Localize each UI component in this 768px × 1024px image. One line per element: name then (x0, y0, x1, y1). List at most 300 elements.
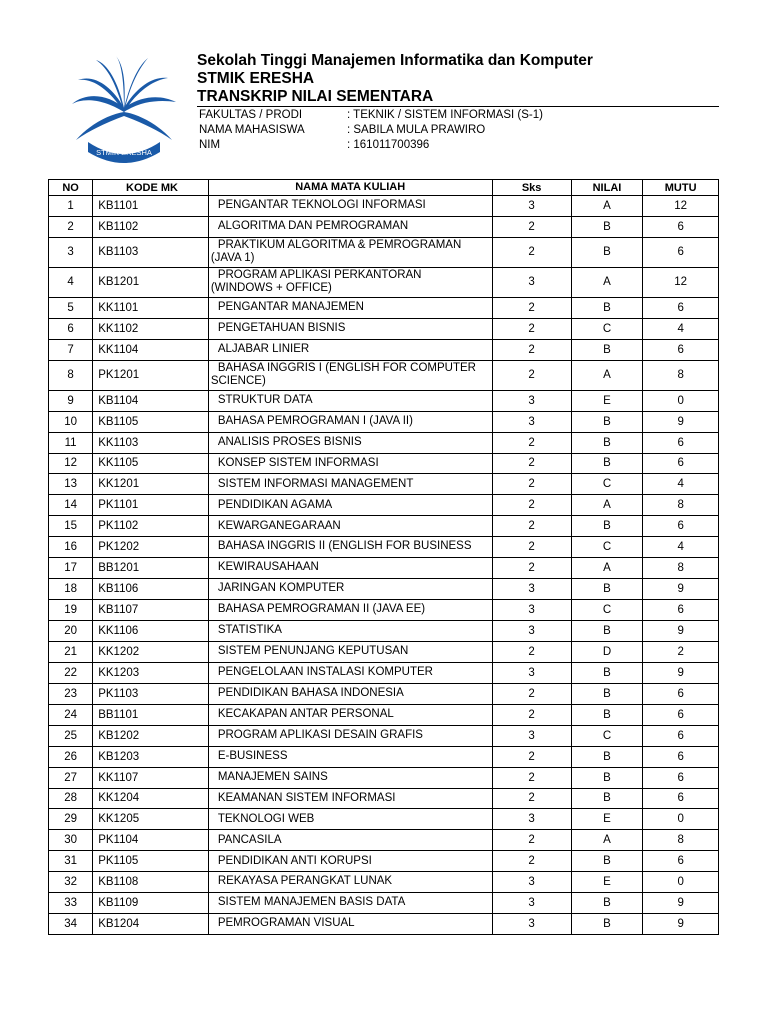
cell-nama (208, 683, 492, 704)
cell-nilai: B (571, 621, 643, 642)
cell-no: 9 (49, 390, 93, 411)
cell-mutu: 9 (643, 579, 719, 600)
cell-sks: 3 (492, 196, 571, 217)
cell-mutu: 6 (643, 432, 719, 453)
cell-no: 28 (49, 788, 93, 809)
cell-sks: 3 (492, 914, 571, 935)
cell-nama (208, 474, 492, 495)
school-logo (68, 54, 180, 166)
cell-nilai: C (571, 474, 643, 495)
cell-no: 20 (49, 621, 93, 642)
cell-nilai: B (571, 411, 643, 432)
cell-sks: 2 (492, 297, 571, 318)
cell-mutu: 4 (643, 474, 719, 495)
cell-nilai: B (571, 746, 643, 767)
cell-kode: KK1201 (93, 474, 209, 495)
table-header-row (49, 180, 719, 196)
table-row (49, 390, 719, 411)
table-row (49, 196, 719, 217)
cell-nama (208, 196, 492, 217)
table-row (49, 558, 719, 579)
course-name-line1: PENGANTAR TEKNOLOGI INFORMASI (217, 199, 426, 212)
table-row (49, 411, 719, 432)
cell-no: 8 (49, 360, 93, 390)
cell-mutu: 8 (643, 495, 719, 516)
course-name-line1: ALGORITMA DAN PEMROGRAMAN (217, 220, 409, 233)
cell-sks: 3 (492, 267, 571, 297)
course-name-line1: SISTEM INFORMASI MANAGEMENT (217, 477, 414, 490)
cell-mutu: 4 (643, 318, 719, 339)
cell-nilai: A (571, 495, 643, 516)
course-name-line1: PENGANTAR MANAJEMEN (217, 301, 364, 314)
cell-nilai: A (571, 196, 643, 217)
course-name-line1: KONSEP SISTEM INFORMASI (217, 456, 379, 469)
cell-no: 6 (49, 318, 93, 339)
column-header-nilai: NILAI (571, 180, 643, 196)
cell-no: 10 (49, 411, 93, 432)
cell-sks: 3 (492, 579, 571, 600)
cell-mutu: 8 (643, 830, 719, 851)
cell-mutu: 9 (643, 662, 719, 683)
cell-kode: KB1102 (93, 216, 209, 237)
cell-no: 7 (49, 339, 93, 360)
cell-mutu: 6 (643, 600, 719, 621)
cell-nama (208, 495, 492, 516)
cell-nama (208, 216, 492, 237)
course-name-line1: PANCASILA (217, 833, 282, 846)
cell-no: 19 (49, 600, 93, 621)
cell-no: 16 (49, 537, 93, 558)
school-name: Sekolah Tinggi Manajemen Informatika dan Komputer (197, 52, 593, 69)
cell-no: 26 (49, 746, 93, 767)
course-name-line1: KEWIRAUSAHAAN (217, 561, 319, 574)
cell-nama (208, 621, 492, 642)
cell-no: 13 (49, 474, 93, 495)
cell-kode: KB1104 (93, 390, 209, 411)
cell-no: 29 (49, 809, 93, 830)
cell-nilai: A (571, 360, 643, 390)
cell-nilai: B (571, 216, 643, 237)
svg-text:STMIK ERESHA: STMIK ERESHA (96, 148, 152, 157)
cell-nilai: E (571, 872, 643, 893)
course-name-line1: ALJABAR LINIER (217, 342, 310, 355)
course-name-line1: PENDIDIKAN BAHASA INDONESIA (217, 687, 404, 700)
cell-nama (208, 788, 492, 809)
school-short-name: STMIK ERESHA (197, 70, 315, 87)
column-header-kode: KODE MK (93, 180, 209, 196)
cell-sks: 2 (492, 318, 571, 339)
table-row (49, 704, 719, 725)
cell-mutu: 6 (643, 339, 719, 360)
cell-kode: KK1203 (93, 662, 209, 683)
cell-sks: 2 (492, 558, 571, 579)
cell-mutu: 6 (643, 237, 719, 267)
cell-nama (208, 893, 492, 914)
cell-no: 24 (49, 704, 93, 725)
cell-nilai: B (571, 297, 643, 318)
cell-kode: KB1105 (93, 411, 209, 432)
table-row (49, 537, 719, 558)
cell-sks: 2 (492, 851, 571, 872)
column-header-sks: Sks (492, 180, 571, 196)
cell-nilai: A (571, 267, 643, 297)
table-row (49, 297, 719, 318)
cell-nama (208, 558, 492, 579)
table-row (49, 851, 719, 872)
cell-nama (208, 746, 492, 767)
cell-mutu: 4 (643, 537, 719, 558)
course-name-line1: KEWARGANEGARAAN (217, 519, 341, 532)
cell-kode: PK1104 (93, 830, 209, 851)
table-row (49, 809, 719, 830)
nim-label: NIM (199, 139, 221, 151)
cell-sks: 2 (492, 495, 571, 516)
cell-mutu: 6 (643, 683, 719, 704)
table-row (49, 267, 719, 297)
cell-nilai: A (571, 830, 643, 851)
cell-nama (208, 600, 492, 621)
cell-nilai: E (571, 390, 643, 411)
course-name-line1: BAHASA PEMROGRAMAN II (JAVA EE) (217, 603, 426, 616)
cell-kode: KB1108 (93, 872, 209, 893)
cell-mutu: 6 (643, 297, 719, 318)
cell-nama (208, 411, 492, 432)
course-name-line1: BAHASA INGGRIS I (ENGLISH FOR COMPUTER (217, 361, 476, 374)
cell-sks: 2 (492, 237, 571, 267)
cell-nilai: B (571, 683, 643, 704)
course-name-line1: PENGELOLAAN INSTALASI KOMPUTER (217, 666, 433, 679)
course-name-line1: KECAKAPAN ANTAR PERSONAL (217, 707, 394, 720)
cell-nilai: A (571, 558, 643, 579)
cell-kode: KK1204 (93, 788, 209, 809)
cell-mutu: 2 (643, 641, 719, 662)
cell-mutu: 0 (643, 390, 719, 411)
table-row (49, 432, 719, 453)
table-row (49, 914, 719, 935)
course-name-line2: SCIENCE) (210, 375, 266, 388)
cell-sks: 3 (492, 390, 571, 411)
table-row (49, 453, 719, 474)
table-row (49, 237, 719, 267)
course-name-line1: PROGRAM APLIKASI PERKANTORAN (217, 268, 422, 281)
cell-kode: PK1101 (93, 495, 209, 516)
cell-no: 21 (49, 641, 93, 662)
course-name-line1: STATISTIKA (217, 624, 282, 637)
cell-nilai: C (571, 318, 643, 339)
cell-nilai: B (571, 662, 643, 683)
cell-no: 33 (49, 893, 93, 914)
course-name-line2: (WINDOWS + OFFICE) (210, 282, 332, 295)
table-row (49, 360, 719, 390)
table-row (49, 318, 719, 339)
cell-kode: KK1103 (93, 432, 209, 453)
cell-nama (208, 809, 492, 830)
cell-nama (208, 704, 492, 725)
cell-kode: KK1105 (93, 453, 209, 474)
cell-no: 31 (49, 851, 93, 872)
cell-nilai: E (571, 809, 643, 830)
table-row (49, 495, 719, 516)
table-row (49, 641, 719, 662)
cell-nilai: B (571, 704, 643, 725)
table-row (49, 600, 719, 621)
cell-no: 12 (49, 453, 93, 474)
cell-nilai: B (571, 893, 643, 914)
cell-sks: 2 (492, 339, 571, 360)
cell-no: 32 (49, 872, 93, 893)
cell-nilai: D (571, 641, 643, 662)
cell-sks: 2 (492, 453, 571, 474)
cell-nama (208, 297, 492, 318)
cell-sks: 2 (492, 767, 571, 788)
cell-nama (208, 851, 492, 872)
cell-sks: 3 (492, 662, 571, 683)
cell-sks: 3 (492, 809, 571, 830)
cell-no: 15 (49, 516, 93, 537)
table-row (49, 746, 719, 767)
cell-nama (208, 390, 492, 411)
course-name-line1: BAHASA PEMROGRAMAN I (JAVA II) (217, 414, 413, 427)
cell-nama (208, 872, 492, 893)
grades-table-body (49, 196, 719, 935)
cell-sks: 2 (492, 360, 571, 390)
cell-sks: 3 (492, 725, 571, 746)
table-row (49, 893, 719, 914)
table-row (49, 725, 719, 746)
cell-kode: KB1204 (93, 914, 209, 935)
cell-sks: 3 (492, 872, 571, 893)
table-row (49, 474, 719, 495)
student-name-label: NAMA MAHASISWA (199, 124, 305, 136)
cell-nama (208, 914, 492, 935)
cell-mutu: 6 (643, 746, 719, 767)
table-row (49, 216, 719, 237)
course-name-line1: SISTEM PENUNJANG KEPUTUSAN (217, 645, 409, 658)
cell-kode: KB1107 (93, 600, 209, 621)
cell-mutu: 6 (643, 704, 719, 725)
cell-mutu: 6 (643, 851, 719, 872)
cell-mutu: 0 (643, 872, 719, 893)
cell-kode: KB1109 (93, 893, 209, 914)
cell-kode: KK1101 (93, 297, 209, 318)
cell-sks: 2 (492, 788, 571, 809)
cell-mutu: 0 (643, 809, 719, 830)
table-row (49, 830, 719, 851)
name-row (199, 123, 543, 138)
cell-nilai: B (571, 788, 643, 809)
table-row (49, 621, 719, 642)
faculty-label: FAKULTAS / PRODI (199, 109, 303, 121)
document-title: TRANSKRIP NILAI SEMENTARA (197, 88, 719, 107)
grades-table (48, 179, 719, 935)
cell-kode: PK1202 (93, 537, 209, 558)
course-name-line1: JARINGAN KOMPUTER (217, 582, 345, 595)
cell-nama (208, 641, 492, 662)
cell-mutu: 6 (643, 767, 719, 788)
cell-nama (208, 432, 492, 453)
cell-kode: PK1102 (93, 516, 209, 537)
course-name-line1: PRAKTIKUM ALGORITMA & PEMROGRAMAN (217, 238, 462, 251)
cell-no: 23 (49, 683, 93, 704)
table-row (49, 788, 719, 809)
table-row (49, 662, 719, 683)
cell-no: 4 (49, 267, 93, 297)
cell-no: 18 (49, 579, 93, 600)
cell-nilai: B (571, 767, 643, 788)
cell-sks: 2 (492, 432, 571, 453)
cell-no: 34 (49, 914, 93, 935)
student-info (199, 108, 543, 153)
cell-mutu: 9 (643, 893, 719, 914)
cell-no: 2 (49, 216, 93, 237)
cell-nilai: C (571, 537, 643, 558)
cell-nama (208, 767, 492, 788)
cell-mutu: 6 (643, 725, 719, 746)
cell-nilai: B (571, 579, 643, 600)
cell-sks: 2 (492, 704, 571, 725)
cell-mutu: 12 (643, 196, 719, 217)
table-row (49, 767, 719, 788)
course-name-line1: TEKNOLOGI WEB (217, 812, 315, 825)
course-name-line1: KEAMANAN SISTEM INFORMASI (217, 791, 396, 804)
cell-nilai: B (571, 237, 643, 267)
cell-nama (208, 725, 492, 746)
cell-mutu: 9 (643, 411, 719, 432)
cell-nilai: B (571, 432, 643, 453)
cell-mutu: 9 (643, 621, 719, 642)
cell-sks: 2 (492, 746, 571, 767)
cell-nama (208, 237, 492, 267)
nim-value: : 161011700396 (347, 139, 430, 151)
course-name-line1: BAHASA INGGRIS II (ENGLISH FOR BUSINESS (217, 540, 472, 553)
cell-mutu: 6 (643, 453, 719, 474)
cell-mutu: 8 (643, 360, 719, 390)
course-name-line1: ANALISIS PROSES BISNIS (217, 435, 362, 448)
cell-sks: 2 (492, 516, 571, 537)
cell-mutu: 6 (643, 516, 719, 537)
cell-no: 3 (49, 237, 93, 267)
cell-mutu: 8 (643, 558, 719, 579)
cell-no: 30 (49, 830, 93, 851)
cell-kode: PK1103 (93, 683, 209, 704)
table-row (49, 872, 719, 893)
cell-no: 5 (49, 297, 93, 318)
cell-no: 27 (49, 767, 93, 788)
cell-no: 14 (49, 495, 93, 516)
cell-sks: 2 (492, 683, 571, 704)
faculty-value: : TEKNIK / SISTEM INFORMASI (S-1) (347, 109, 543, 121)
cell-sks: 2 (492, 216, 571, 237)
cell-nilai: B (571, 453, 643, 474)
cell-kode: KK1104 (93, 339, 209, 360)
cell-nilai: B (571, 339, 643, 360)
course-name-line1: SISTEM MANAJEMEN BASIS DATA (217, 896, 406, 909)
cell-no: 17 (49, 558, 93, 579)
cell-sks: 2 (492, 641, 571, 662)
document-header (197, 52, 719, 107)
cell-kode: KK1106 (93, 621, 209, 642)
table-row (49, 516, 719, 537)
cell-nama (208, 830, 492, 851)
course-name-line1: PROGRAM APLIKASI DESAIN GRAFIS (217, 728, 423, 741)
cell-mutu: 12 (643, 267, 719, 297)
cell-sks: 3 (492, 600, 571, 621)
cell-no: 11 (49, 432, 93, 453)
cell-sks: 2 (492, 537, 571, 558)
faculty-row (199, 108, 543, 123)
table-row (49, 339, 719, 360)
cell-sks: 3 (492, 893, 571, 914)
nim-row (199, 138, 543, 153)
cell-nama (208, 662, 492, 683)
cell-mutu: 6 (643, 788, 719, 809)
column-header-mutu: MUTU (643, 180, 719, 196)
cell-kode: PK1105 (93, 851, 209, 872)
cell-nilai: C (571, 725, 643, 746)
cell-kode: KB1202 (93, 725, 209, 746)
cell-sks: 2 (492, 474, 571, 495)
cell-kode: KB1106 (93, 579, 209, 600)
course-name-line1: PENDIDIKAN ANTI KORUPSI (217, 854, 372, 867)
table-row (49, 683, 719, 704)
course-name-line1: PENGETAHUAN BISNIS (217, 322, 346, 335)
course-name-line1: REKAYASA PERANGKAT LUNAK (217, 875, 393, 888)
cell-nama (208, 579, 492, 600)
cell-nama (208, 360, 492, 390)
course-name-line2: (JAVA 1) (210, 252, 255, 265)
cell-nama (208, 339, 492, 360)
course-name-line1: STRUKTUR DATA (217, 393, 313, 406)
student-name-value: : SABILA MULA PRAWIRO (347, 124, 486, 136)
cell-kode: KB1103 (93, 237, 209, 267)
cell-kode: BB1101 (93, 704, 209, 725)
table-row (49, 579, 719, 600)
cell-nilai: B (571, 914, 643, 935)
cell-nilai: C (571, 600, 643, 621)
cell-no: 22 (49, 662, 93, 683)
cell-sks: 3 (492, 411, 571, 432)
column-header-nama: NAMA MATA KULIAH (208, 180, 492, 196)
cell-nama (208, 318, 492, 339)
cell-nama (208, 267, 492, 297)
cell-kode: BB1201 (93, 558, 209, 579)
cell-nama (208, 516, 492, 537)
course-name-line1: PENDIDIKAN AGAMA (217, 498, 333, 511)
course-name-line1: MANAJEMEN SAINS (217, 770, 328, 783)
cell-kode: KK1102 (93, 318, 209, 339)
cell-sks: 2 (492, 830, 571, 851)
cell-nama (208, 453, 492, 474)
course-name-line1: E-BUSINESS (217, 749, 288, 762)
cell-kode: KB1101 (93, 196, 209, 217)
cell-kode: PK1201 (93, 360, 209, 390)
cell-nilai: B (571, 516, 643, 537)
cell-no: 25 (49, 725, 93, 746)
cell-kode: KK1205 (93, 809, 209, 830)
cell-nama (208, 537, 492, 558)
cell-kode: KK1202 (93, 641, 209, 662)
cell-sks: 3 (492, 621, 571, 642)
cell-no: 1 (49, 196, 93, 217)
cell-nilai: B (571, 851, 643, 872)
course-name-line1: PEMROGRAMAN VISUAL (217, 917, 355, 930)
cell-kode: KK1107 (93, 767, 209, 788)
cell-mutu: 6 (643, 216, 719, 237)
column-header-no: NO (49, 180, 93, 196)
cell-kode: KB1201 (93, 267, 209, 297)
cell-mutu: 9 (643, 914, 719, 935)
cell-kode: KB1203 (93, 746, 209, 767)
